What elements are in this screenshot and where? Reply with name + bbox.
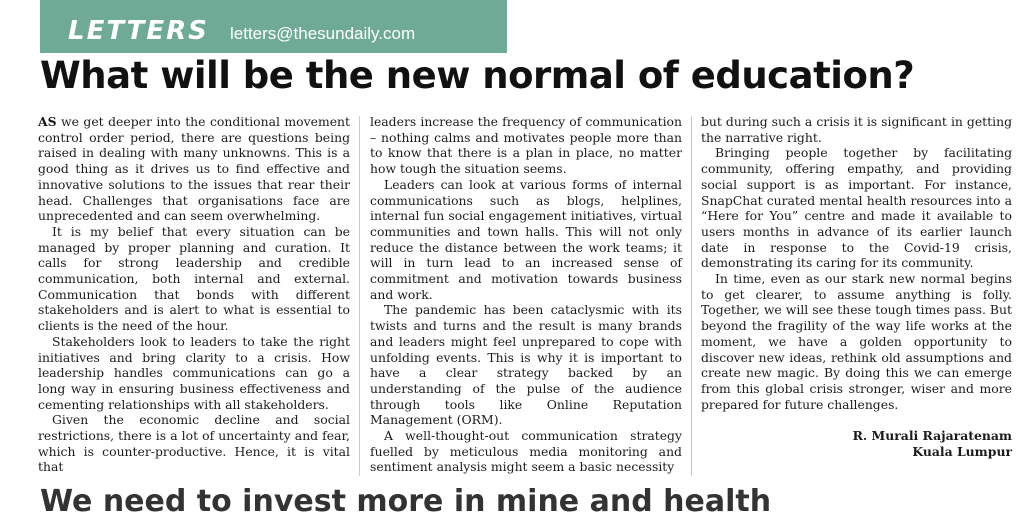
signature — [701, 428, 1012, 460]
author-location: Kuala Lumpur — [912, 444, 1012, 460]
next-headline-fragment: We need to invest more in mine and health — [40, 484, 772, 519]
paragraph: A well-thought-out communication strategy fuelled by meticulous media monitoring and sentiment analysis might seem a basic necessity — [370, 428, 682, 475]
paragraph: The pandemic has been cataclysmic with its twists and turns and the result is many brands and leaders might feel unprepared to cope with unfolding events. This is why it is important to have a clear strategy backed by an understanding of the pulse of the audience through tools like Online Reputation Management (ORM). — [370, 302, 682, 428]
column-1 — [38, 114, 350, 475]
lead-in: AS — [38, 114, 57, 129]
column-divider — [691, 116, 692, 476]
paragraph: Stakeholders look to leaders to take the right initiatives and bring clarity to a crisis. How leadership handles communications can go a long way in ensuring business effectiveness and cementing relationships with all stakeholders. — [38, 333, 350, 412]
column-2 — [370, 114, 682, 475]
paragraph: Leaders can look at various forms of internal communications such as blogs, helplines, internal fun social engagement initiatives, virtual communities and town halls. This will not only reduce the distance between the work teams; it will in turn lead to an increased sense of commitment and motivation towards business and work. — [370, 176, 682, 302]
author-name: R. Murali Rajaratenam — [852, 428, 1012, 444]
paragraph: Bringing people together by facilitating community, offering empathy, and providing social support is as important. For instance, SnapChat curated mental health resources into a “Here for You” centre and made it available to users months in advance of its earlier launch date in response to the Covid-19 crisis, demonstrating its caring for its community. — [701, 145, 1012, 271]
paragraph: but during such a crisis it is significant in getting the narrative right. — [701, 114, 1012, 145]
section-email[interactable]: letters@thesundaily.com — [230, 24, 416, 43]
paragraph: Given the economic decline and social restrictions, there is a lot of uncertainty and fear, which is counter-productive. Hence, it is vital that — [38, 412, 350, 475]
column-divider — [359, 116, 360, 476]
column-3 — [701, 114, 1012, 460]
headline: What will be the new normal of education? — [40, 54, 915, 97]
paragraph: leaders increase the frequency of communication – nothing calms and motivates people more than to know that there is a plan in place, no matter how tough the situation seems. — [370, 114, 682, 177]
paragraph: AS we get deeper into the conditional movement control order period, there are questions being raised in dealing with many unknowns. This is a good thing as it drives us to find effective and innovative solutions to the issues that rear their head. Challenges that organisations face are unprecedented and can seem overwhelming. — [38, 114, 350, 224]
paragraph: In time, even as our stark new normal begins to get clearer, to assume anything is folly. Together, we will see these tough times pass. But beyond the fragility of the way life works at the moment, we have a golden opportunity to discover new ideas, rethink old assumptions and create new magic. By doing this we can emerge from this global crisis stronger, wiser and more prepared for future challenges. — [701, 271, 1012, 412]
section-name: LETTERS — [68, 16, 209, 46]
paragraph: It is my belief that every situation can be managed by proper planning and curation. It calls for strong leadership and credible communication, both internal and external. Communication that bonds with different stakeholders and is alert to what is essential to clients is the need of the hour. — [38, 223, 350, 334]
